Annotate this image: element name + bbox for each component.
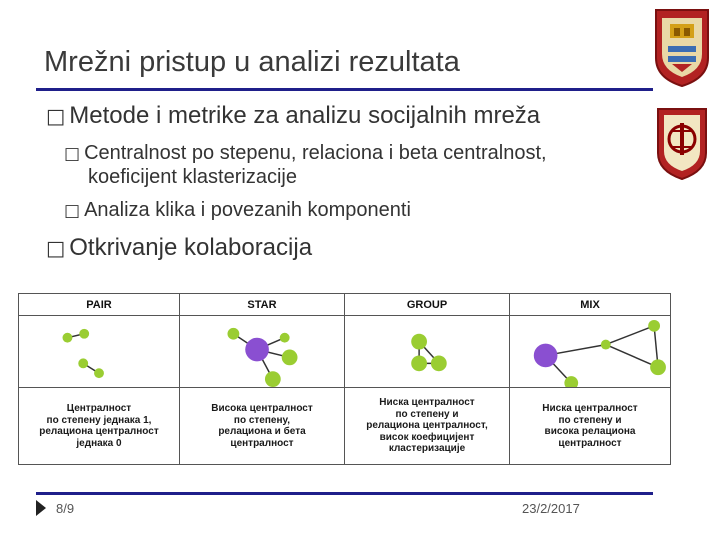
star-description: Висока централност по степену, релациона и бета централност — [180, 388, 345, 464]
group-node — [431, 355, 447, 371]
star-network-cell — [180, 316, 345, 388]
group-description: Ниска централност по степену и релациона централност, висок коефицијент кластеризације — [345, 388, 510, 464]
footer-rule — [36, 492, 653, 495]
checkbox-bullet-icon: □ — [64, 144, 81, 164]
group-network-diagram — [345, 316, 509, 387]
slide-title: Mrežni pristup u analizi rezultata — [44, 46, 460, 78]
header-mix: MIX — [510, 294, 670, 316]
header-group: GROUP — [345, 294, 510, 316]
star-network-diagram — [180, 316, 344, 387]
title-underline — [36, 88, 653, 91]
header-pair: PAIR — [19, 294, 180, 316]
star-hub-node — [245, 338, 269, 362]
bullet-centralnost: □ Centralnost po stepenu, relaciona i beta centralnost, — [64, 142, 547, 164]
slide-date: 23/2/2017 — [522, 501, 580, 516]
mix-node — [650, 359, 666, 375]
page-number: 8/9 — [56, 501, 75, 516]
checkbox-bullet-icon: □ — [46, 104, 66, 128]
star-leaf-node — [265, 371, 281, 387]
star-leaf-node — [282, 350, 298, 366]
university-crest-logo — [652, 6, 712, 88]
pair-network-diagram — [19, 316, 179, 387]
mix-description: Ниска централност по степену и висока релациона централност — [542, 403, 638, 449]
pair-description: Централност по степену једнака 1, релациона централност једнака 0 — [19, 388, 180, 464]
pair-node — [94, 368, 104, 378]
mix-network-cell — [510, 316, 670, 388]
pair-node — [79, 329, 89, 339]
star-leaf-node — [280, 333, 290, 343]
group-network-cell — [345, 316, 510, 388]
star-leaf-node — [227, 328, 239, 340]
play-arrow-icon — [36, 500, 46, 516]
header-star: STAR — [180, 294, 345, 316]
pair-node — [63, 333, 73, 343]
group-node — [411, 334, 427, 350]
mix-node — [601, 340, 611, 350]
pair-node — [78, 358, 88, 368]
mix-network-diagram — [510, 316, 670, 387]
collaboration-types-table — [18, 293, 671, 465]
checkbox-bullet-icon: □ — [46, 236, 66, 260]
group-node — [411, 355, 427, 371]
faculty-emblem-logo — [654, 105, 710, 181]
pair-network-cell — [19, 316, 180, 388]
bullet-analiza-klika: □ Analiza klika i povezanih komponenti — [64, 199, 411, 221]
checkbox-bullet-icon: □ — [64, 201, 81, 221]
mix-hub-node — [534, 344, 558, 368]
bullet-metode: □ Metode i metrike za analizu socijalnih mreža — [46, 102, 541, 129]
mix-node — [648, 320, 660, 332]
bullet-centralnost-continuation: koeficijent klasterizacije — [88, 166, 297, 188]
bullet-otkrivanje: □ Otkrivanje kolaboracija — [46, 234, 313, 261]
